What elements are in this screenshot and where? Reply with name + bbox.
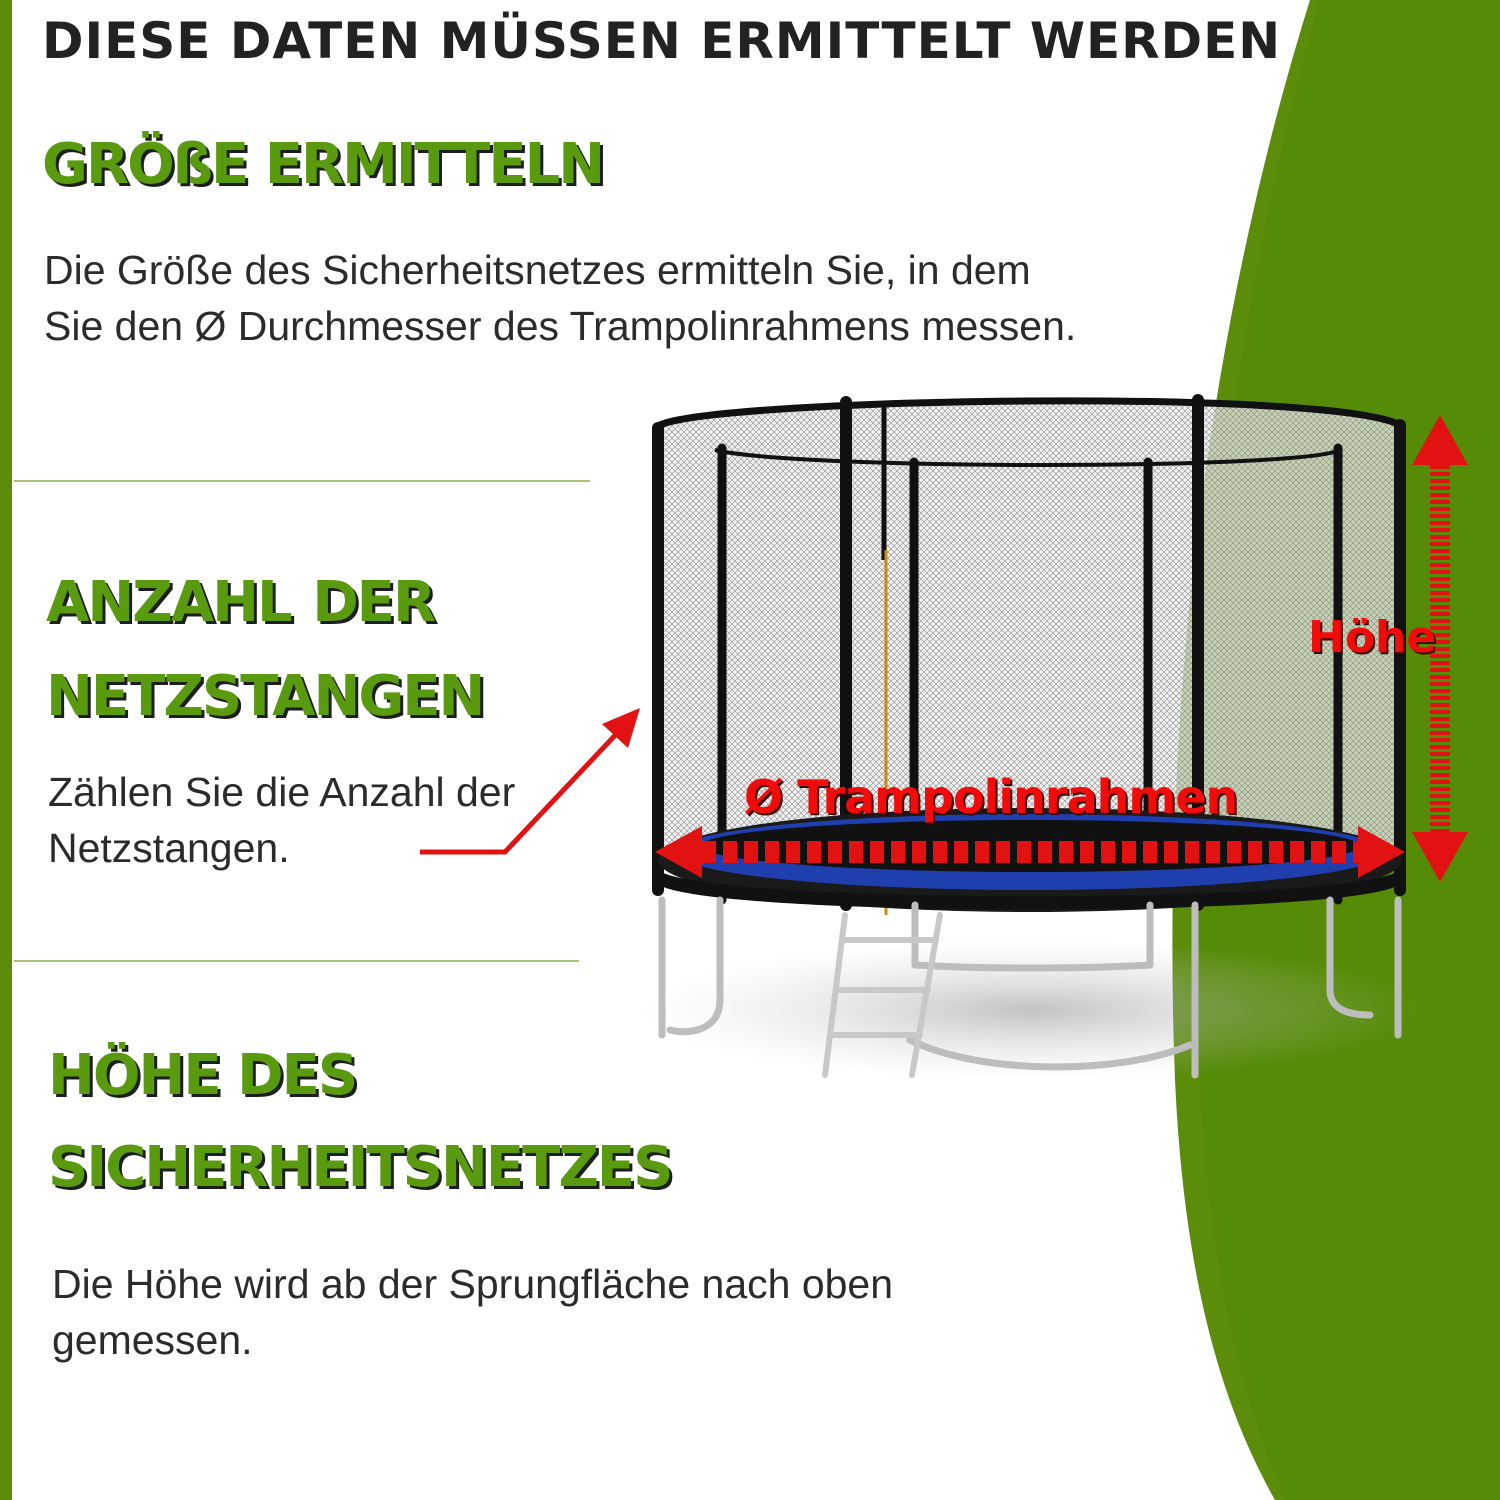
section-count-heading bbox=[46, 556, 646, 744]
section-height-heading bbox=[48, 1030, 848, 1214]
divider bbox=[14, 480, 590, 482]
section-count-text: Zählen Sie die Anzahl der Netzstangen. bbox=[48, 769, 516, 871]
section-size-heading: GRÖßE ERMITTELN bbox=[42, 132, 604, 197]
section-size-text: Die Größe des Sicherheitsnetzes ermitteln Sie, in dem Sie den Ø Durchmesser des Trampolinrahmens messen. bbox=[44, 247, 1077, 349]
section-height-text: Die Höhe wird ab der Sprungfläche nach oben gemessen. bbox=[52, 1261, 894, 1363]
page-title: DIESE DATEN MÜSSEN ERMITTELT WERDEN bbox=[42, 12, 1282, 70]
height-label: Höhe bbox=[1308, 612, 1437, 663]
section-height-heading-text: HÖHE DES SICHERHEITSNETZES bbox=[48, 1043, 672, 1200]
section-count-heading-text: ANZAHL DER NETZSTANGEN bbox=[46, 570, 484, 729]
divider bbox=[14, 960, 579, 962]
diameter-label: Ø Trampolinrahmen bbox=[744, 770, 1238, 824]
